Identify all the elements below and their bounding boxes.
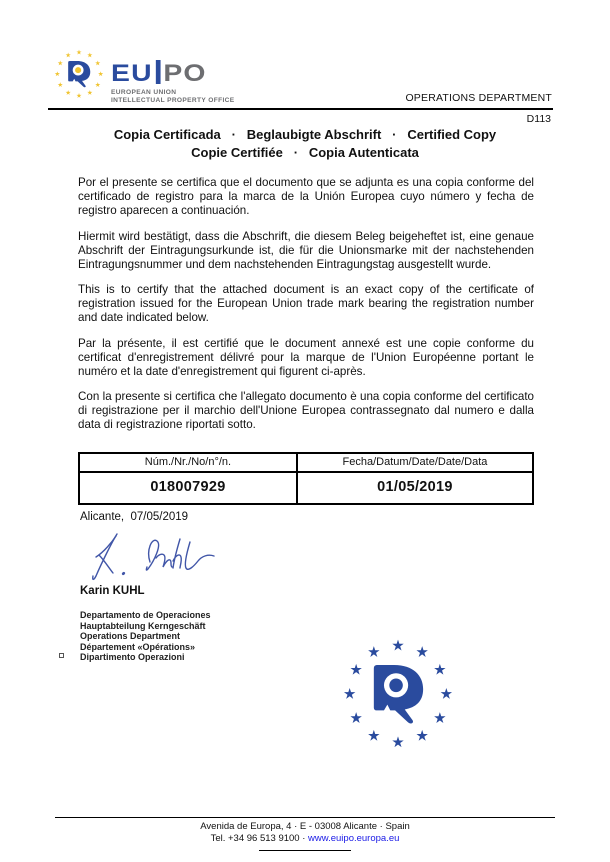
department-list (80, 610, 211, 663)
document-title (58, 126, 552, 162)
paragraph-italian: Con la presente si certifica che l'allegato documento è una copia conforme del certificato di registrazione per il marchio dell'Unione Europea contrassegnato dal numero e dalla data di registrazione riportati sotto. (78, 390, 534, 431)
logo-subline-1: EUROPEAN UNION (111, 89, 177, 96)
document-code: D113 (526, 113, 551, 125)
registration-date-value: 01/05/2019 (297, 472, 533, 504)
registration-date-header: Fecha/Datum/Date/Date/Data (297, 453, 533, 472)
registration-number-value: 018007929 (79, 472, 297, 504)
registration-table (78, 452, 534, 505)
footer-address: Avenida de Europa, 4 · E - 03008 Alicante · Spain (200, 821, 410, 832)
handwritten-signature-image (84, 524, 234, 586)
footer-contact (0, 833, 610, 845)
footer-short-divider (259, 850, 351, 851)
paragraph-french: Par la présente, il est certifié que le document annexé est une copie conforme du certificat d'enregistrement délivré pour la marque de l'Union Européenne portant le numéro et la date d'enregistrement qui figurent ci-après. (78, 336, 534, 378)
margin-square-mark (59, 653, 64, 658)
table-value-row (79, 472, 533, 504)
signer-name: Karin KUHL (80, 585, 145, 597)
certification-paragraphs (78, 176, 534, 444)
department-label: OPERATIONS DEPARTMENT (405, 92, 552, 104)
department-fr: Département «Opérations» (80, 641, 196, 652)
euipo-logo-text (111, 60, 235, 105)
department-it: Dipartimento Operazioni (80, 652, 185, 662)
footer-telephone: Tel. +34 96 513 9100 · (210, 832, 309, 844)
euipo-emblem-watermark-icon (340, 636, 456, 752)
euipo-wordmark (111, 60, 257, 86)
logo-eu-text: EU (111, 60, 153, 87)
header-divider (48, 108, 553, 110)
footer (0, 821, 610, 844)
table-header-row (79, 453, 533, 472)
euipo-logo (53, 48, 313, 108)
euipo-stars-emblem-icon (53, 48, 105, 100)
logo-subline-2: INTELLECTUAL PROPERTY OFFICE (111, 97, 235, 104)
department-en: Operations Department (80, 631, 181, 641)
department-es: Departamento de Operaciones (80, 610, 211, 620)
department-de: Hauptabteilung Kerngeschäft (80, 620, 206, 631)
footer-divider (55, 817, 555, 818)
place-and-date: Alicante, 07/05/2019 (80, 511, 189, 523)
footer-website-link[interactable]: www.euipo.europa.eu (308, 832, 400, 844)
registration-number-header: Núm./Nr./No/n°/n. (79, 453, 297, 472)
paragraph-english: This is to certify that the attached document is an exact copy of the certificate of registration issued for the European Union trade mark bearing the registration number and date indicated below. (78, 283, 534, 324)
title-line-2: Copie Certifiée · Copia Autenticata (191, 145, 419, 160)
logo-divider-bar (156, 60, 161, 84)
title-line-1: Copia Certificada · Beglaubigte Abschrift · Certified Copy (113, 127, 497, 142)
paragraph-german: Hiermit wird bestätigt, dass die Abschrift, die diesem Beleg beigeheftet ist, eine genaue Abschrift der Eintragungsurkunde ist, die für die Unionsmarke mit der nachstehenden Eintragungsnummer und dem nachstehenden Eintragungstag ausgestellt wurde. (78, 229, 534, 271)
paragraph-spanish: Por el presente se certifica que el documento que se adjunta es una copia conforme del certificado de registro para la marca de la Unión Europea cuyo número y fecha de registro aparecen a continuación. (78, 176, 534, 217)
logo-ipo-text: PO (163, 60, 207, 87)
